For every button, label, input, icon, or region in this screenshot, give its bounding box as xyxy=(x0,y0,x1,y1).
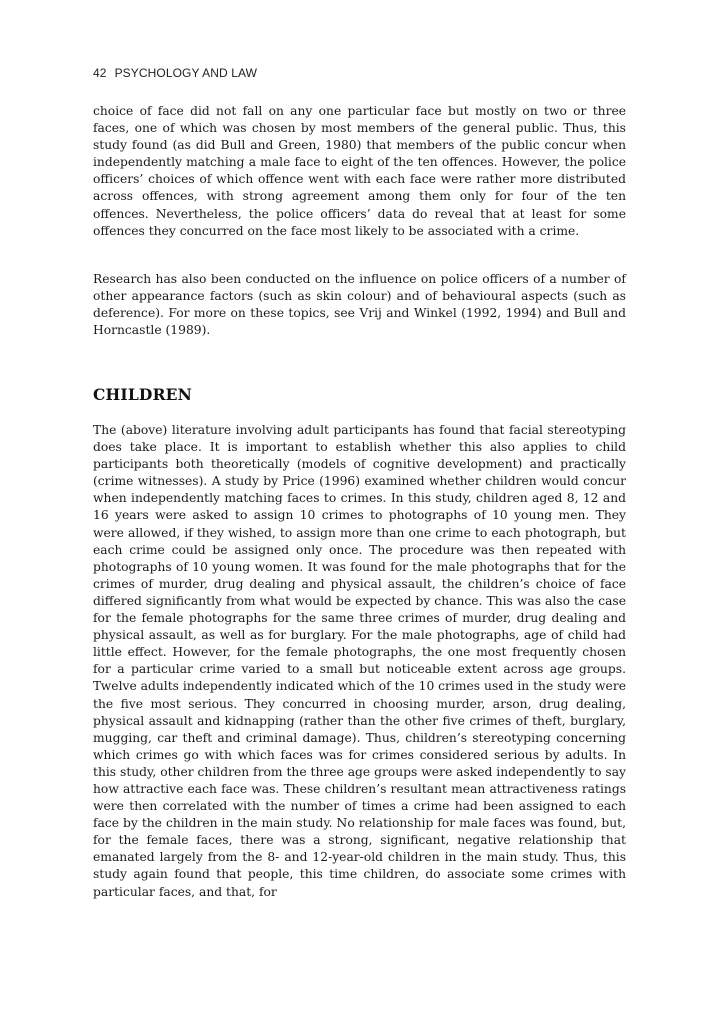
section-heading: CHILDREN xyxy=(93,385,193,404)
body-paragraph-2: Research has also been conducted on the influence on police officers of a number of other appearance factors (such as skin colour) and of behavioural aspects (such as deference). For more on these topics, see Vrij and Winkel (1992, 1994) and Bull and Horncastle (1989). xyxy=(93,272,626,338)
body-paragraph-3: The (above) literature involving adult participants has found that facial stereotyping does take place. It is important to establish whether this also applies to child participants both theoretically (models of cognitive development) and practically (crime witnesses). A study by Price (1996) examined whether children would concur when independently matching faces to crimes. In this study, children aged 8, 12 and 16 years were asked to assign 10 crimes to photographs of 10 young men. They were allowed, if they wished, to assign more than one crime to each photograph, but each crime could be assigned only once. The procedure was then repeated with photographs of 10 young women. It was found for the male photographs that for the crimes of murder, drug dealing and physical assault, the children’s choice of face differed significantly from what would be expected by chance. This was also the case for the female photographs for the same three crimes of murder, drug dealing and physical assault, as well as for burglary. For the male photographs, age of child had little effect. However, for the female photographs, the one most frequently chosen for a particular crime varied to a small but noticeable extent across age groups. Twelve adults independently indicated which of the 10 crimes used in the study were the five most serious. They concurred in choosing murder, arson, drug dealing, physical assault and kidnapping (rather than the other five crimes of theft, burglary, mugging, car theft and criminal damage). Thus, children’s stereotyping concerning which crimes go with which faces was for crimes considered serious by adults. In this study, other children from the three age groups were asked independently to say how attractive each face was. These children’s resultant mean attractiveness ratings were then correlated with the number of times a crime had been assigned to each face by the children in the main study. No relationship for male faces was found, but, for the female faces, there was a strong, significant, negative relationship that emanated largely from the 8- and 12-year-old children in the main study. Thus, this study again found that people, this time children, do associate some crimes with particular faces, and that, for xyxy=(93,423,626,899)
body-paragraph-1: choice of face did not fall on any one particular face but mostly on two or three faces, one of which was chosen by most members of the general public. Thus, this study found (as did Bull and Green, 1980) that members of the public concur when independently matching a male face to eight of the ten offences. However, the police officers’ choices of which offence went with each face were rather more distributed across offences, with strong agreement among them only for four of the ten offences. Nevertheless, the police officers’ data do reveal that at least for some offences they concurred on the face most likely to be associated with a crime. xyxy=(93,104,626,238)
running-head xyxy=(93,66,257,80)
running-title: PSYCHOLOGY AND LAW xyxy=(114,66,258,80)
page-number: 42 xyxy=(93,66,107,80)
